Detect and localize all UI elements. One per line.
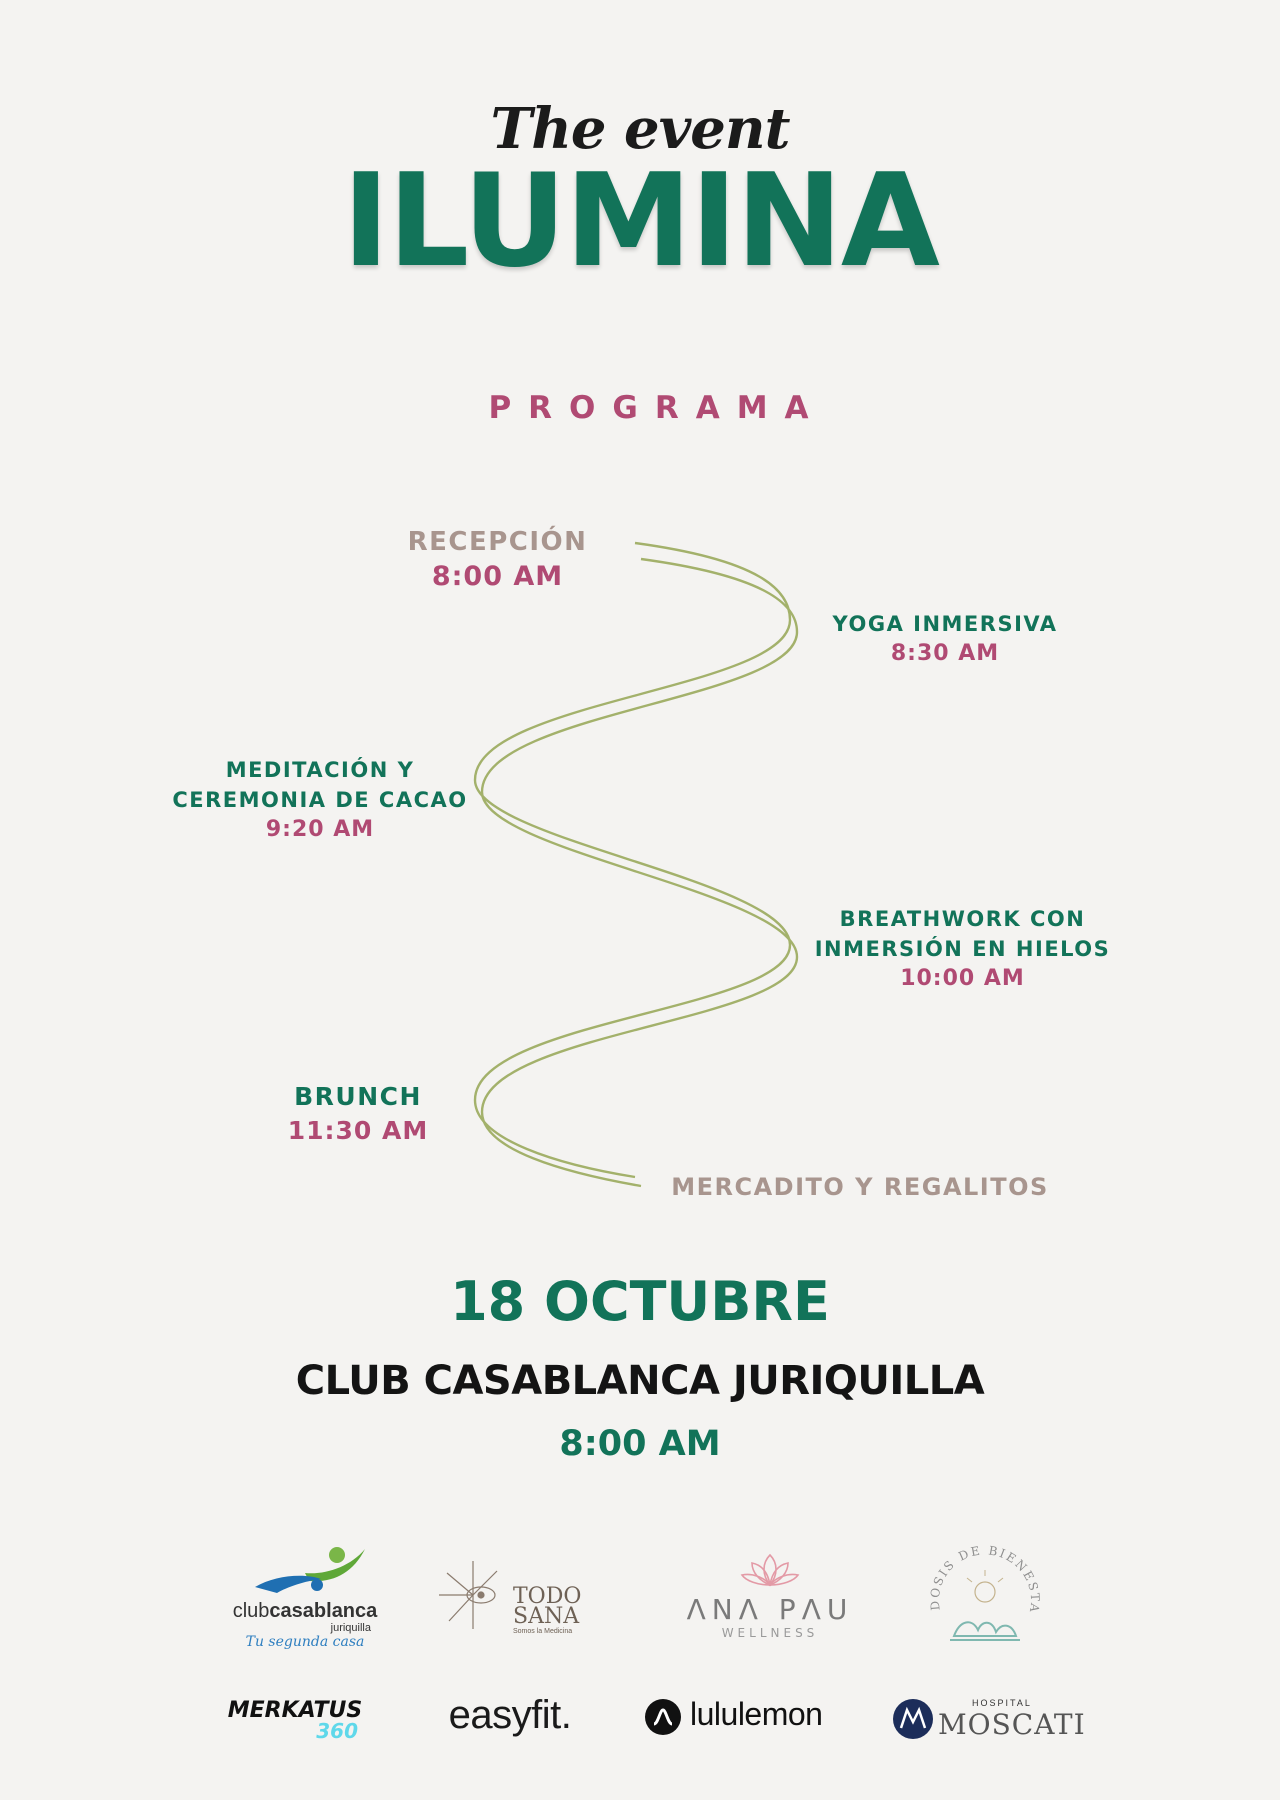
program-item-brunch xyxy=(268,1080,448,1148)
dosis-seal-icon xyxy=(920,1540,1050,1670)
todosana-line1: TODO xyxy=(513,1584,582,1609)
logo-lululemon xyxy=(640,1696,840,1740)
sun-hand-icon xyxy=(435,1555,510,1635)
casablanca-prefix: club xyxy=(232,1600,270,1622)
logo-merkatus xyxy=(220,1700,370,1745)
moscati-emblem-icon xyxy=(892,1698,934,1740)
program-item-time: 9:20 AM xyxy=(265,817,375,842)
program-item-name-line2: INMERSIÓN EN HIELOS xyxy=(814,937,1111,961)
program-item-meditation xyxy=(165,755,475,845)
moscati-name: MOSCATI xyxy=(938,1708,1086,1741)
todosana-tagline: Somos la Medicina xyxy=(513,1628,573,1635)
lotus-icon xyxy=(740,1553,800,1589)
program-item-time: 10:00 AM xyxy=(900,966,1025,991)
casablanca-name: casablanca xyxy=(269,1600,378,1622)
program-item-time: 11:30 AM xyxy=(287,1116,429,1145)
program-item-mercadito xyxy=(655,1170,1065,1204)
casablanca-tagline: Tu segunda casa xyxy=(245,1634,365,1650)
casablanca-sub: juriquilla xyxy=(330,1622,371,1634)
moscati-pre: HOSPITAL xyxy=(972,1698,1032,1708)
program-item-breathwork xyxy=(810,904,1115,994)
logo-ana-pau xyxy=(670,1553,870,1653)
lululemon-name: lululemon xyxy=(690,1696,823,1732)
todosana-line2: SANA xyxy=(513,1604,580,1629)
program-item-name: YOGA INMERSIVA xyxy=(832,612,1058,636)
lululemon-icon xyxy=(644,1698,682,1736)
anapau-name: ΛNΛ PΛU xyxy=(686,1593,854,1626)
merkatus-num: 360 xyxy=(316,1719,358,1743)
program-item-reception xyxy=(375,524,620,594)
program-item-name-line2: CEREMONIA DE CACAO xyxy=(172,788,468,812)
logo-hospital-moscati xyxy=(892,1696,1086,1746)
program-item-time: 8:30 AM xyxy=(890,641,1000,666)
program-item-yoga xyxy=(805,609,1085,669)
event-venue: CLUB CASABLANCA JURIQUILLA xyxy=(295,1358,985,1404)
dosis-text: DOSIS DE BIENESTA xyxy=(927,1543,1043,1616)
program-item-name: BRUNCH xyxy=(294,1082,422,1111)
event-date: 18 OCTUBRE xyxy=(450,1270,830,1333)
program-item-name-line1: MEDITACIÓN Y xyxy=(225,758,415,782)
event-subtitle: The event xyxy=(490,96,790,162)
event-time: 8:00 AM xyxy=(559,1424,721,1464)
logo-dosis-bienestar xyxy=(920,1540,1050,1670)
program-item-time: 8:00 AM xyxy=(431,561,564,592)
merkatus-name: MERKATUS xyxy=(227,1698,363,1723)
section-heading: PROGRAMA xyxy=(488,390,826,426)
program-item-name: RECEPCIÓN xyxy=(407,527,588,557)
event-title: ILUMINA xyxy=(342,147,938,296)
svg-text:DOSIS DE BIENESTAR xyxy=(920,1540,1042,1615)
logo-club-casablanca xyxy=(225,1545,385,1665)
easyfit-name: easyfit. xyxy=(448,1693,572,1737)
program-item-name-line1: BREATHWORK CON xyxy=(839,907,1086,931)
program-item-name: MERCADITO Y REGALITOS xyxy=(671,1173,1049,1201)
logo-easyfit xyxy=(430,1693,590,1743)
anapau-sub: WELLNESS xyxy=(721,1626,819,1640)
casablanca-emblem-icon xyxy=(225,1545,385,1595)
logo-todo-sana xyxy=(435,1555,595,1655)
